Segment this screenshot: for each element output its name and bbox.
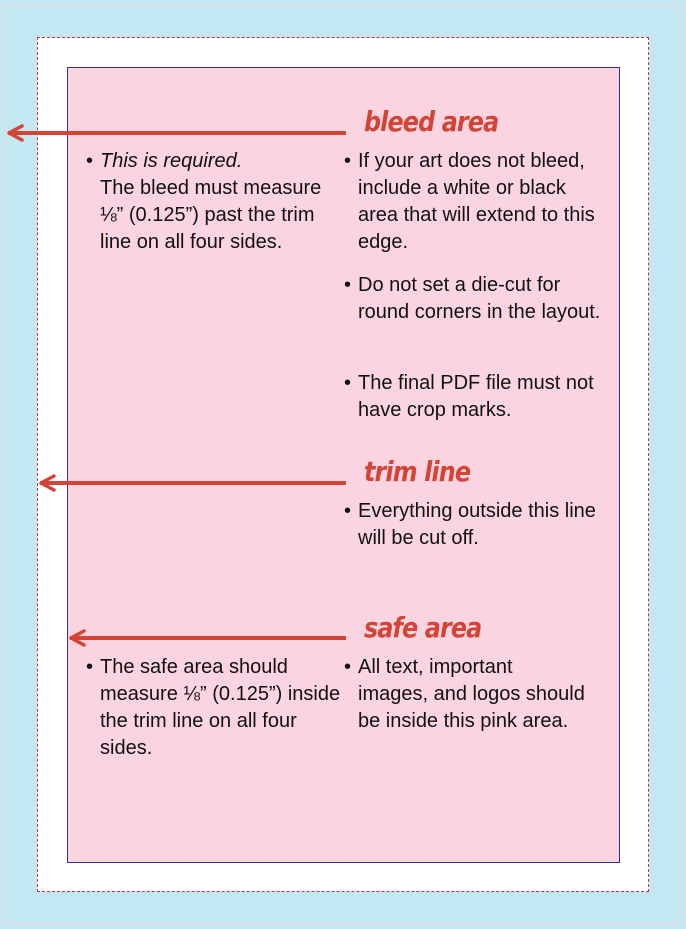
bleed-required-emphasis: This is required. [100, 150, 243, 172]
safe-arrow [70, 636, 346, 640]
bleed-left-note-text: The bleed must measure ⅛” (0.125”) past the trim line on all four sides. [100, 177, 322, 253]
bleed-right-note-1-text: If your art does not bleed, include a white or black area that will extend to this edge. [358, 150, 595, 253]
arrow-head-icon [68, 629, 86, 647]
bullet: • [344, 274, 352, 296]
arrow-head-icon [38, 474, 56, 492]
safe-area-label: safe area [364, 611, 482, 644]
bleed-right-note-3-text: The final PDF file must not have crop marks. [358, 372, 594, 421]
bullet: • [344, 500, 352, 522]
bleed-left-note [86, 148, 340, 256]
bleed-right-note-2-text: Do not set a die-cut for round corners in the layout. [358, 274, 601, 323]
trim-line-label: trim line [364, 455, 471, 488]
arrow-head-icon [6, 124, 24, 142]
bullet: • [344, 372, 352, 394]
bullet: • [344, 656, 352, 678]
bullet: • [86, 656, 94, 678]
bullet: • [86, 150, 94, 172]
bullet: • [344, 150, 352, 172]
bleed-arrow [8, 131, 346, 135]
bleed-right-note-1 [344, 148, 608, 256]
safe-right-note-text: All text, important images, and logos should be inside this pink area. [358, 656, 585, 732]
safe-right-note [344, 654, 588, 735]
trim-right-note-text: Everything outside this line will be cut off. [358, 500, 596, 549]
bleed-right-note-3 [344, 370, 613, 424]
safe-left-note [86, 654, 345, 762]
bleed-right-note-2 [344, 272, 613, 326]
trim-arrow [40, 481, 346, 485]
safe-left-note-text: The safe area should measure ⅛” (0.125”) inside the trim line on all four sides. [100, 656, 341, 759]
bleed-area-label: bleed area [364, 105, 499, 138]
trim-right-note [344, 498, 608, 552]
